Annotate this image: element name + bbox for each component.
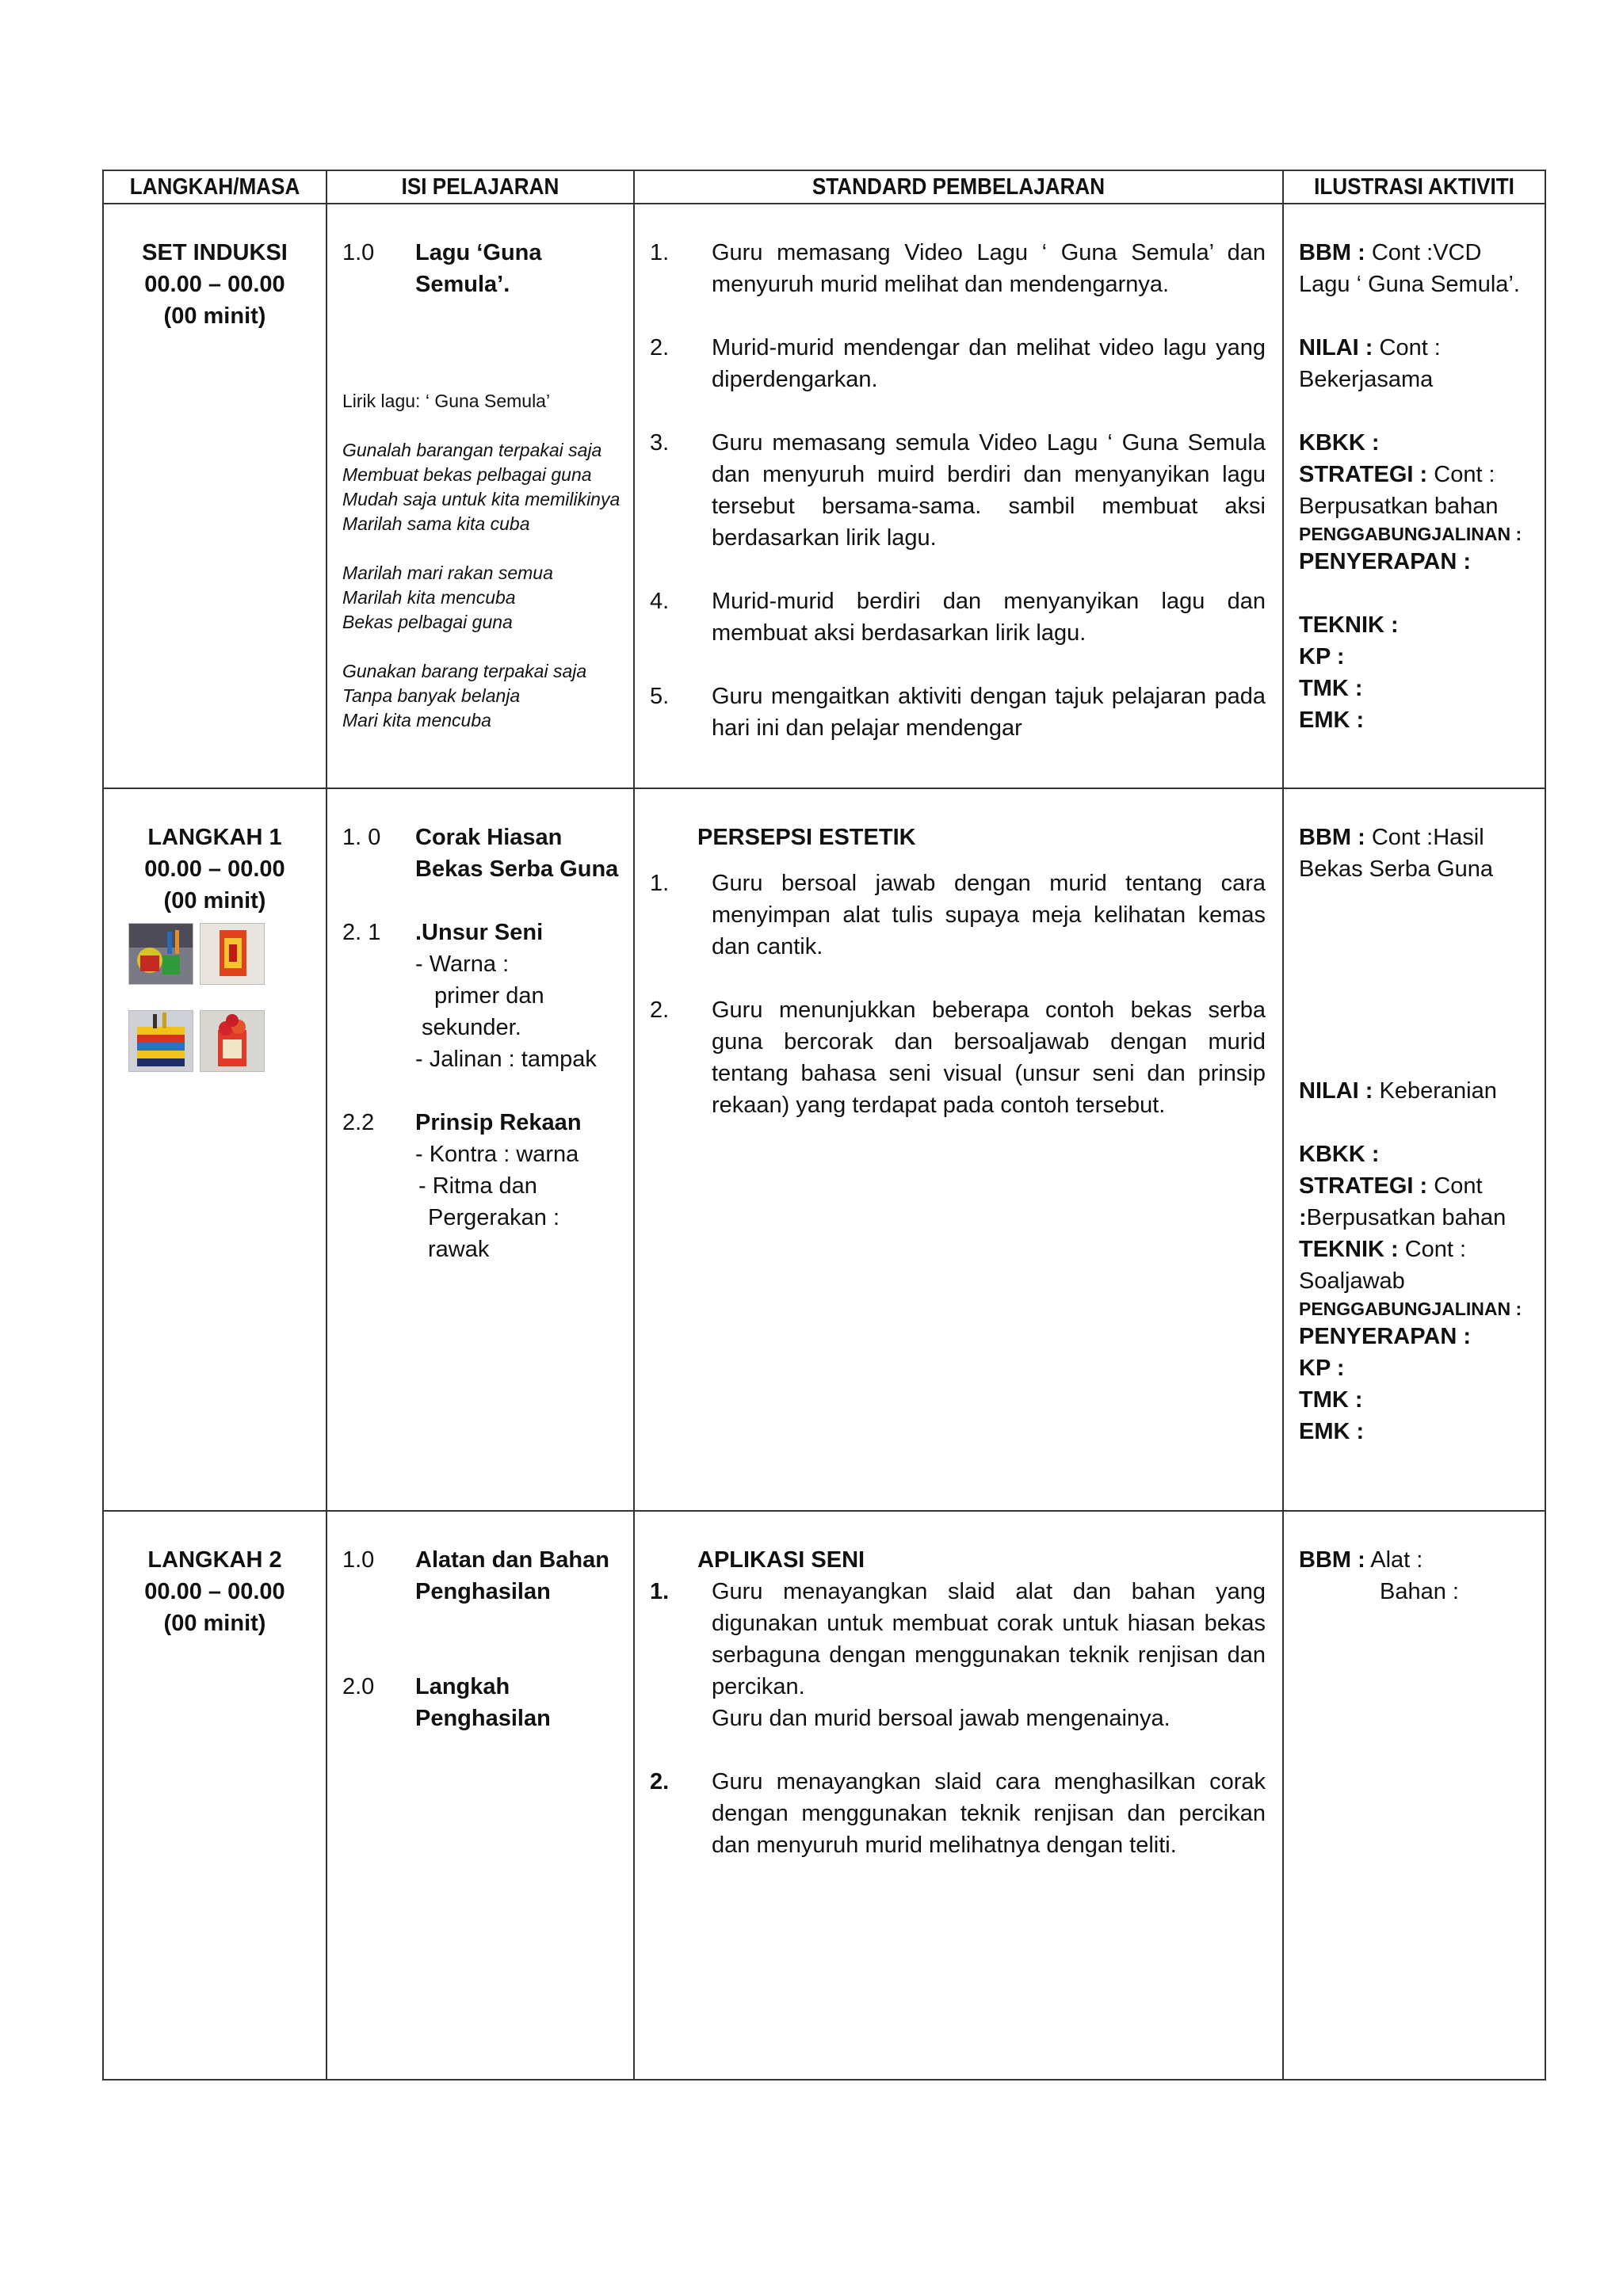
- item-text: Guru bersoal jawab dengan murid tentang cara menyimpan alat tulis supaya meja kelihatan kemas dan cantik.: [712, 871, 1266, 959]
- strategi-text: Cont: [1427, 1173, 1483, 1199]
- bbm-line: [1299, 237, 1536, 300]
- standard-item: [636, 427, 1281, 554]
- nilai-text: Cont : Bekerjasama: [1299, 335, 1441, 392]
- item-number: 1.: [650, 240, 670, 265]
- item-title-line: Bekas Serba Guna: [415, 856, 619, 882]
- kbkk-label: KBKK :: [1299, 430, 1380, 456]
- item-detail: Pergerakan :: [428, 1205, 560, 1230]
- bbm-line: [1299, 822, 1536, 885]
- tmk-label: TMK :: [1299, 676, 1363, 701]
- bahan-text: Bahan :: [1380, 1579, 1459, 1604]
- item-detail: primer dan: [434, 983, 544, 1009]
- table-row-langkah-2: [103, 1511, 1545, 2080]
- teknik-label: TEKNIK :: [1299, 1237, 1399, 1262]
- ilustrasi-cell: [1283, 788, 1545, 1511]
- bbm-label: BBM :: [1299, 1547, 1365, 1573]
- item-title-line: Penghasilan: [415, 1579, 551, 1604]
- table-row-set-induksi: [103, 204, 1545, 788]
- strategi-cont-text: Berpusatkan bahan: [1306, 1205, 1507, 1230]
- header-standard-pembelajaran: STANDARD PEMBELAJARAN: [666, 170, 1251, 204]
- stage-cell: [103, 204, 327, 788]
- strategi-label: STRATEGI :: [1299, 1173, 1428, 1199]
- stage-time: 00.00 – 00.00: [144, 856, 285, 882]
- strategi-line: [1299, 1170, 1536, 1202]
- penyerapan-label: PENYERAPAN :: [1299, 1324, 1471, 1349]
- lyrics-stanza: [342, 561, 632, 635]
- content-item: [328, 1107, 632, 1138]
- lyric-line: Mudah saja untuk kita memilikinya: [342, 489, 621, 509]
- bbm-text: Cont :Hasil Bekas Serba Guna: [1299, 825, 1494, 882]
- bbm-line: [1299, 1544, 1536, 1576]
- table-row-langkah-1: [103, 788, 1545, 1511]
- nilai-line: [1299, 332, 1536, 395]
- standard-heading: APLIKASI SENI: [697, 1547, 865, 1573]
- lyric-line: Tanpa banyak belanja: [342, 685, 521, 706]
- item-number: 5.: [650, 684, 670, 709]
- lyric-line: Membuat bekas pelbagai guna: [342, 464, 592, 485]
- item-text: Guru menayangkan slaid cara menghasilkan corak dengan menggunakan teknik renjisan dan percikan dan menyuruh murid melihatnya dengan teliti.: [712, 1769, 1266, 1858]
- standard-item: [636, 994, 1281, 1121]
- item-number: 1. 0: [342, 825, 381, 850]
- kbkk-label: KBKK :: [1299, 1142, 1380, 1167]
- item-detail: - Jalinan : tampak: [415, 1047, 597, 1072]
- lyric-line: Bekas pelbagai guna: [342, 612, 513, 632]
- content-item: [328, 1671, 632, 1734]
- strategi-cont-label: :: [1299, 1205, 1307, 1230]
- strategi-line: [1299, 459, 1536, 522]
- stage-duration: (00 minit): [163, 888, 266, 913]
- teknik-label: TEKNIK :: [1299, 612, 1399, 638]
- item-text: Guru memasang Video Lagu ‘ Guna Semula’ dan menyuruh murid melihat dan mendengarnya.: [712, 240, 1266, 297]
- item-text-para: Guru dan murid bersoal jawab mengenainya.: [712, 1706, 1170, 1731]
- item-number: 1.: [650, 1579, 670, 1604]
- standard-cell: [634, 788, 1283, 1511]
- item-detail: - Kontra : warna: [415, 1142, 579, 1167]
- standard-item: [636, 1576, 1281, 1734]
- standard-cell: [634, 1511, 1283, 2080]
- content-item: [328, 917, 632, 948]
- standard-item: [636, 237, 1281, 300]
- penyerapan-label: PENYERAPAN :: [1299, 549, 1471, 574]
- lyrics-stanza: [342, 659, 632, 733]
- item-number: 2.0: [342, 1674, 375, 1699]
- pencil-holder-photo-4: [200, 1010, 265, 1072]
- lyrics-stanza: [342, 438, 632, 536]
- header-ilustrasi-aktiviti: ILUSTRASI AKTIVITI: [1296, 170, 1533, 204]
- kp-label: KP :: [1299, 1356, 1345, 1381]
- ilustrasi-cell: [1283, 204, 1545, 788]
- stage-duration: (00 minit): [163, 1611, 266, 1636]
- lyric-line: Marilah mari rakan semua: [342, 563, 553, 583]
- bbm-label: BBM :: [1299, 825, 1365, 850]
- header-isi-pelajaran: ISI PELAJARAN: [342, 170, 618, 204]
- nilai-text: Keberanian: [1373, 1078, 1497, 1104]
- item-text: Guru memasang semula Video Lagu ‘ Guna Semula dan menyuruh muird berdiri dan menyanyikan lagu tersebut bersama-sama. sambil membuat aksi berdasarkan lirik lagu.: [712, 430, 1266, 551]
- item-detail: - Warna :: [415, 952, 510, 977]
- penggabungjalinan-label: PENGGABUNGJALINAN :: [1299, 1299, 1522, 1319]
- ilustrasi-cell: [1283, 1511, 1545, 2080]
- pencil-holder-photo-3: [128, 1010, 193, 1072]
- item-title-line: Penghasilan: [415, 1706, 551, 1731]
- stage-time: 00.00 – 00.00: [144, 272, 285, 297]
- item-text: Murid-murid berdiri dan menyanyikan lagu dan membuat aksi berdasarkan lirik lagu.: [712, 589, 1266, 646]
- standard-heading: PERSEPSI ESTETIK: [697, 825, 916, 850]
- content-item: [328, 1544, 632, 1608]
- item-title-line: Langkah: [415, 1674, 510, 1699]
- nilai-label: NILAI :: [1299, 1078, 1373, 1104]
- item-title: Lagu ‘Guna Semula’.: [415, 240, 542, 297]
- item-number: 1.0: [342, 1547, 375, 1573]
- content-cell: [327, 1511, 634, 2080]
- content-cell: [327, 788, 634, 1511]
- item-detail: rawak: [428, 1237, 490, 1262]
- item-text: Guru menunjukkan beberapa contoh bekas serba guna bercorak dan bersoaljawab dengan murid tentang bahasa seni visual (unsur seni dan prinsip rekaan) yang terdapat pada contoh tersebut.: [712, 997, 1266, 1118]
- standard-item: [636, 1766, 1281, 1861]
- teknik-line: [1299, 1234, 1536, 1297]
- item-number: 2.2: [342, 1110, 375, 1135]
- stage-title: LANGKAH 2: [147, 1547, 282, 1573]
- bbm-text: Alat :: [1365, 1547, 1423, 1573]
- lyric-line: Marilah sama kita cuba: [342, 513, 530, 534]
- lesson-plan-table: [102, 170, 1546, 2081]
- lyric-line: Marilah kita mencuba: [342, 587, 516, 608]
- header-row: [103, 170, 1545, 204]
- teknik-text: Cont : Soaljawab: [1299, 1237, 1467, 1294]
- content-item: [328, 237, 632, 300]
- item-title: Prinsip Rekaan: [415, 1110, 582, 1135]
- lyric-line: Mari kita mencuba: [342, 710, 491, 730]
- item-number: 2.: [650, 1769, 670, 1794]
- item-text: Guru mengaitkan aktiviti dengan tajuk pelajaran pada hari ini dan pelajar mendengar: [712, 684, 1266, 741]
- strategi-label: STRATEGI :: [1299, 462, 1428, 487]
- standard-item: [636, 681, 1281, 744]
- item-text-para: Guru menayangkan slaid alat dan bahan yang digunakan untuk membuat corak untuk hiasan bekas serbaguna dengan menggunakan teknik renjisan dan percikan.: [712, 1579, 1266, 1699]
- content-item: [328, 822, 632, 885]
- item-detail: - Ritma dan: [418, 1173, 537, 1199]
- item-title: [415, 1544, 632, 1608]
- stage-time: 00.00 – 00.00: [144, 1579, 285, 1604]
- penggabungjalinan-label: PENGGABUNGJALINAN :: [1299, 524, 1522, 544]
- bbm-label: BBM :: [1299, 240, 1365, 265]
- stage-title: LANGKAH 1: [147, 825, 282, 850]
- item-title-line: Alatan dan Bahan: [415, 1547, 609, 1573]
- nilai-line: [1299, 1075, 1536, 1107]
- item-number: 2.: [650, 335, 670, 360]
- nilai-label: NILAI :: [1299, 335, 1373, 360]
- stage-title: SET INDUKSI: [142, 240, 288, 265]
- pencil-holder-photo-2: [200, 923, 265, 985]
- bbm-text: Cont :VCD Lagu ‘ Guna Semula’.: [1299, 240, 1520, 297]
- stage-cell: [103, 788, 327, 1511]
- item-title: [415, 1671, 632, 1734]
- item-title: [415, 822, 632, 885]
- emk-label: EMK :: [1299, 1419, 1365, 1444]
- pencil-holder-photo-1: [128, 923, 193, 985]
- item-number: 3.: [650, 430, 670, 456]
- lyric-line: Gunakan barang terpakai saja: [342, 661, 587, 681]
- lyrics-title: Lirik lagu: ‘ Guna Semula’: [342, 391, 551, 411]
- header-langkah-masa: LANGKAH/MASA: [114, 170, 315, 204]
- item-number: 4.: [650, 589, 670, 614]
- stage-duration: (00 minit): [163, 303, 266, 329]
- stage-cell: [103, 1511, 327, 2080]
- strategi-text: Cont : Berpusatkan bahan: [1299, 462, 1499, 519]
- strategi-cont-line: [1299, 1202, 1536, 1234]
- item-number: 2.: [650, 997, 670, 1023]
- standard-item: [636, 332, 1281, 395]
- kp-label: KP :: [1299, 644, 1345, 669]
- item-number: 2. 1: [342, 920, 381, 945]
- item-title-line: Corak Hiasan: [415, 825, 563, 850]
- standard-item: [636, 868, 1281, 963]
- item-title: .Unsur Seni: [415, 920, 544, 945]
- item-text: Murid-murid mendengar dan melihat video lagu yang diperdengarkan.: [712, 335, 1266, 392]
- lyric-line: Gunalah barangan terpakai saja: [342, 440, 602, 460]
- item-number: 1.: [650, 871, 670, 896]
- standard-cell: [634, 204, 1283, 788]
- item-text: [712, 1576, 1266, 1734]
- item-detail: sekunder.: [422, 1015, 521, 1040]
- standard-item: [636, 585, 1281, 649]
- item-number: 1.0: [342, 240, 375, 265]
- emk-label: EMK :: [1299, 707, 1365, 733]
- tmk-label: TMK :: [1299, 1387, 1363, 1413]
- song-lyrics: [328, 389, 632, 733]
- content-cell: [327, 204, 634, 788]
